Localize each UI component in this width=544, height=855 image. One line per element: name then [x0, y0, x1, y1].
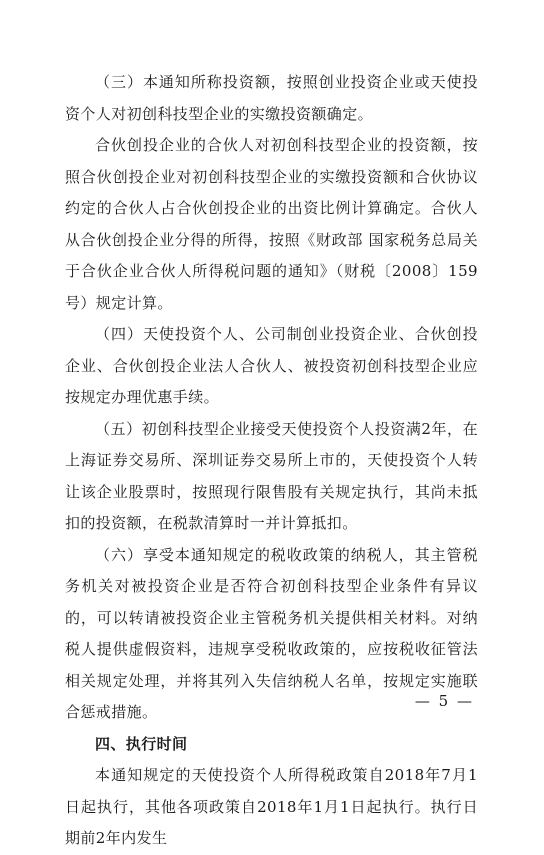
- section-heading-effective-date: 四、执行时间: [95, 734, 188, 753]
- paragraph-clause-3: （三）本通知所称投资额，按照创业投资企业或天使投资个人对初创科技型企业的实缴投资额确定。: [65, 73, 478, 123]
- paragraph-partner-investment: 合伙创投企业的合伙人对初创科技型企业的投资额，按照合伙创投企业对初创科技型企业的实缴投资额和合伙协议约定的合伙人占合伙创投企业的出资比例计算确定。合伙人从合伙创投企业分得的所得，按照《财政部 国家税务总局关于合伙企业合伙人所得税问题的通知》（财税〔2008〕159号）规定计算。: [65, 136, 478, 312]
- paragraph-clause-6: （六）享受本通知规定的税收政策的纳税人，其主管税务机关对被投资企业是否符合初创科技型企业条件有异议的，可以转请被投资企业主管税务机关提供相关材料。对纳税人提供虚假资料，违规享受税收政策的，应按税收征管法相关规定处理，并将其列入失信纳税人名单，按规定实施联合惩戒措施。: [65, 545, 478, 721]
- paragraph-effective-date: 本通知规定的天使投资个人所得税政策自2018年7月1日起执行，其他各项政策自2018年1月1日起执行。执行日期前2年内发生: [65, 766, 478, 847]
- paragraph-clause-4: （四）天使投资个人、公司制创业投资企业、合伙创投企业、合伙创投企业法人合伙人、被投资初创科技型企业应按规定办理优惠手续。: [65, 325, 478, 406]
- paragraph-clause-5: （五）初创科技型企业接受天使投资个人投资满2年，在上海证券交易所、深圳证券交易所上市的，天使投资个人转让该企业股票时，按照现行限售股有关规定执行，其尚未抵扣的投资额，在税款清算时一并计算抵扣。: [65, 419, 478, 532]
- page-number: — 5 —: [414, 692, 474, 710]
